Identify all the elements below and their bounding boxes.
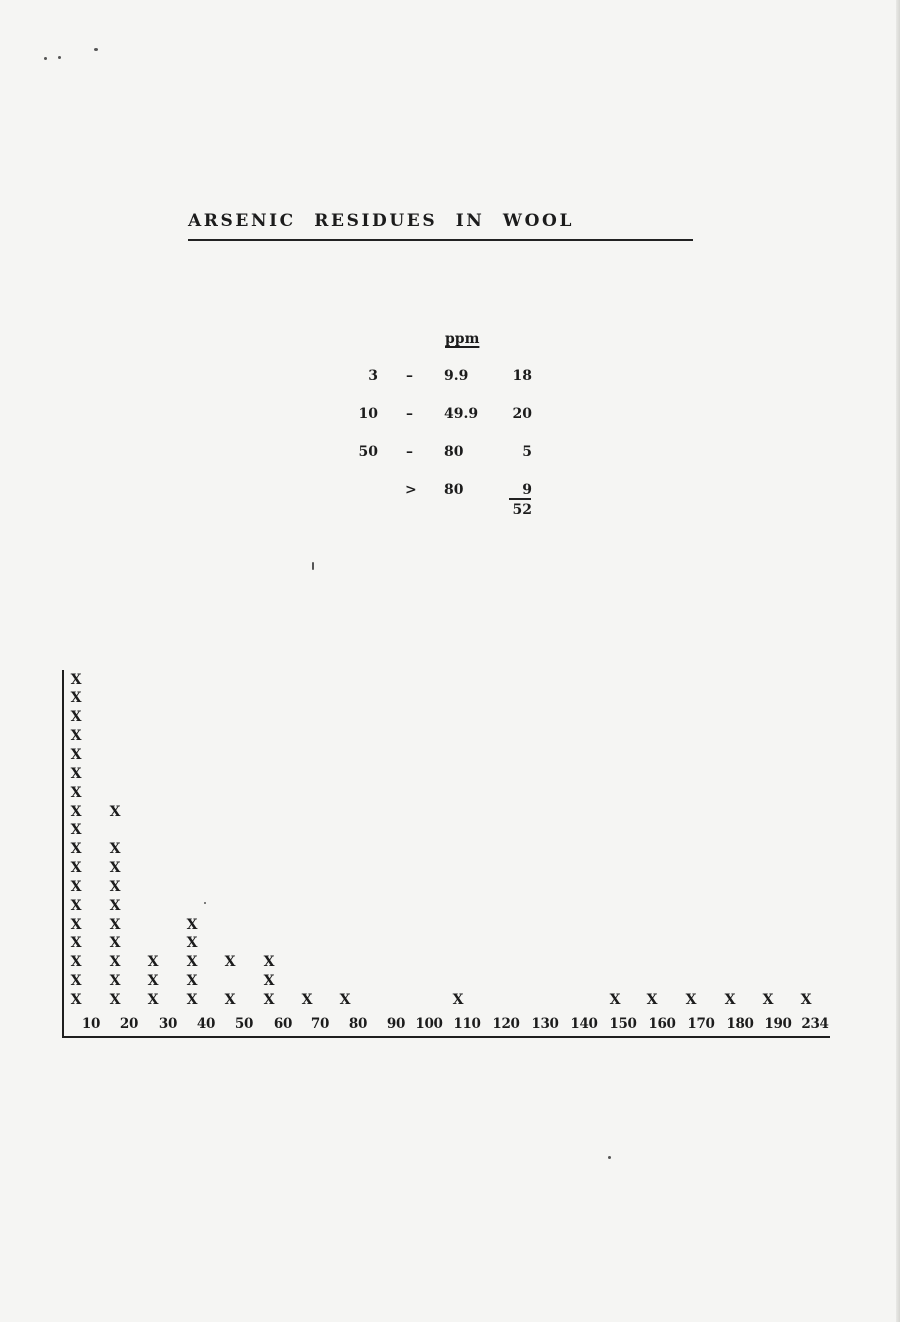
tally-mark: X: [186, 973, 198, 990]
x-tick-label: 110: [453, 1016, 481, 1032]
tally-mark: X: [263, 992, 275, 1008]
range-separator: –: [406, 368, 413, 384]
tally-mark: X: [724, 992, 736, 1008]
range-from: 3: [368, 368, 378, 384]
tally-mark: X: [186, 916, 198, 933]
x-tick-label: 20: [119, 1016, 139, 1032]
x-tick-label: 40: [196, 1016, 216, 1032]
speck: [58, 56, 61, 59]
tally-mark: X: [109, 841, 121, 858]
tally-mark: X: [70, 746, 82, 763]
x-tick-label: 180: [726, 1016, 754, 1032]
tally-mark: X: [762, 992, 774, 1008]
tally-mark: X: [685, 992, 697, 1008]
x-tick-label: 10: [81, 1016, 101, 1032]
tally-mark: X: [147, 973, 159, 990]
x-tick-label: 160: [648, 1016, 676, 1032]
tally-mark: X: [70, 728, 82, 745]
tally-mark: X: [301, 992, 313, 1008]
range-to: 80: [444, 482, 464, 498]
tally-mark: X: [70, 671, 82, 688]
tally-mark: X: [224, 992, 236, 1008]
tally-mark: X: [70, 916, 82, 933]
range-separator: –: [406, 444, 413, 460]
tally-mark: X: [70, 765, 82, 782]
tally-mark: X: [109, 803, 121, 820]
tally-mark: X: [452, 992, 464, 1008]
unit-header: ppm: [445, 331, 480, 347]
tally-mark: X: [147, 954, 159, 971]
speck: [44, 57, 47, 60]
tally-mark: X: [70, 954, 82, 971]
x-tick-label: 140: [570, 1016, 598, 1032]
x-tick-label: 80: [348, 1016, 368, 1032]
x-tick-label: 150: [609, 1016, 637, 1032]
tally-mark: X: [70, 690, 82, 707]
range-to: 9.9: [444, 368, 469, 384]
x-tick-label: 60: [273, 1016, 293, 1032]
tally-mark: X: [224, 954, 236, 971]
range-from: 50: [358, 444, 378, 460]
tally-mark: X: [147, 992, 159, 1008]
range-separator: >: [405, 482, 417, 498]
x-tick-label: 70: [310, 1016, 330, 1032]
tally-mark: X: [70, 784, 82, 801]
tally-mark: X: [70, 992, 82, 1008]
tally-mark: X: [646, 992, 658, 1008]
tally-mark: X: [109, 935, 121, 952]
y-axis-line: [62, 670, 64, 1038]
range-count: 5: [522, 444, 532, 460]
tally-mark: X: [609, 992, 621, 1008]
x-tick-label: 190: [764, 1016, 792, 1032]
x-tick-label: 234: [801, 1016, 829, 1032]
tally-mark: X: [263, 973, 275, 990]
tally-mark: X: [70, 973, 82, 990]
tally-mark: X: [109, 897, 121, 914]
tally-mark: X: [263, 954, 275, 971]
range-count: 9: [522, 482, 532, 498]
speck: [608, 1156, 611, 1159]
tally-mark: X: [70, 841, 82, 858]
page-edge: [896, 0, 900, 1322]
x-tick-label: 50: [234, 1016, 254, 1032]
tally-mark: X: [109, 973, 121, 990]
title-underline: [188, 239, 693, 241]
range-to: 80: [444, 444, 464, 460]
tally-mark: X: [109, 860, 121, 877]
range-total: 52: [512, 502, 532, 518]
x-tick-label: 130: [531, 1016, 559, 1032]
range-from: 10: [358, 406, 378, 422]
tally-mark: X: [70, 897, 82, 914]
tally-mark: X: [186, 935, 198, 952]
x-axis-line: [62, 1036, 830, 1038]
tally-mark: X: [186, 992, 198, 1008]
range-separator: –: [406, 406, 413, 422]
sum-rule: [509, 498, 531, 500]
tally-mark: X: [109, 878, 121, 895]
x-tick-label: 170: [687, 1016, 715, 1032]
speck: [312, 562, 314, 570]
tally-mark: X: [70, 860, 82, 877]
tally-mark: X: [109, 916, 121, 933]
tally-mark: X: [70, 935, 82, 952]
tally-mark: X: [800, 992, 812, 1008]
tally-mark: X: [109, 954, 121, 971]
document-title: ARSENIC RESIDUES IN WOOL: [188, 211, 574, 231]
range-to: 49.9: [444, 406, 479, 422]
tally-mark: X: [70, 709, 82, 726]
tally-mark: X: [70, 878, 82, 895]
speck: [94, 48, 98, 51]
x-tick-label: 30: [158, 1016, 178, 1032]
tally-mark: X: [70, 803, 82, 820]
tally-mark: X: [70, 822, 82, 839]
x-tick-label: 100: [415, 1016, 443, 1032]
range-count: 20: [512, 406, 532, 422]
speck: [204, 902, 206, 904]
x-tick-label: 120: [492, 1016, 520, 1032]
tally-mark: X: [339, 992, 351, 1008]
tally-mark: X: [186, 954, 198, 971]
range-count: 18: [512, 368, 532, 384]
tally-mark: X: [109, 992, 121, 1008]
x-tick-label: 90: [386, 1016, 406, 1032]
